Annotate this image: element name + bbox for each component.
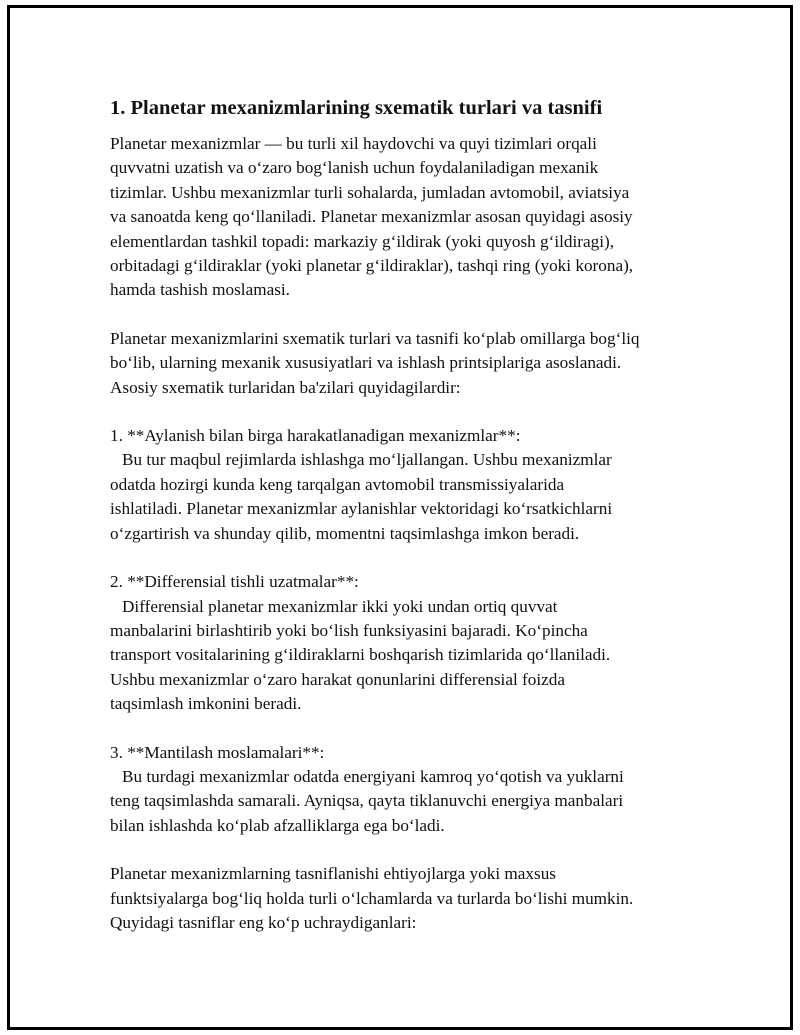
paragraph-line: orbitadagi g‘ildiraklar (yoki planetar g‘ildiraklar), tashqi ring (yoki korona), xyxy=(110,256,634,276)
paragraph-line: elementlardan tashkil topadi: markaziy g‘ildirak (yoki quyosh g‘ildiragi), xyxy=(110,231,615,251)
paragraph-line: tizimlar. Ushbu mexanizmlar turli sohalarda, jumladan avtomobil, aviatsiya xyxy=(110,182,630,202)
paragraph-line: Ushbu mexanizmlar o‘zaro harakat qonunlarini differensial foizda xyxy=(110,669,565,689)
paragraph-line: transport vositalarining g‘ildiraklarni boshqarish tizimlarida qo‘llaniladi. xyxy=(110,645,611,665)
document-body xyxy=(110,94,710,959)
paragraph xyxy=(110,741,710,839)
page-title: 1. Planetar mexanizmlarining sxematik turlari va tasnifi xyxy=(110,97,603,119)
paragraph-line: Bu turdagi mexanizmlar odatda energiyani kamroq yo‘qotish va yuklarni xyxy=(122,766,624,786)
paragraph-line: quvvatni uzatish va o‘zaro bog‘lanish uchun foydalaniladigan mexanik xyxy=(110,158,599,178)
paragraph-line: Differensial planetar mexanizmlar ikki yoki undan ortiq quvvat xyxy=(122,596,558,616)
paragraph-line: bilan ishlashda ko‘plab afzalliklarga ega bo‘ladi. xyxy=(110,815,445,835)
paragraph-line: Planetar mexanizmlarini sxematik turlari va tasnifi ko‘plab omillarga bog‘liq xyxy=(110,328,640,348)
paragraph xyxy=(110,424,710,546)
paragraph-line: 1. **Aylanish bilan birga harakatlanadigan mexanizmlar**: xyxy=(110,426,521,446)
paragraph-line: o‘zgartirish va shunday qilib, momentni taqsimlashga imkon beradi. xyxy=(110,523,580,543)
paragraph-line: odatda hozirgi kunda keng tarqalgan avtomobil transmissiyalarida xyxy=(110,474,565,494)
paragraph-line: Asosiy sxematik turlaridan ba'zilari quyidagilardir: xyxy=(110,377,461,397)
paragraph xyxy=(110,570,710,716)
paragraph-line: manbalarini birlashtirib yoki bo‘lish funksiyasini bajaradi. Ko‘pincha xyxy=(110,620,588,640)
paragraph-line: Planetar mexanizmlarning tasniflanishi ehtiyojlarga yoki maxsus xyxy=(110,864,556,884)
paragraph xyxy=(110,327,710,400)
paragraph-line: Quyidagi tasniflar eng ko‘p uchraydiganlari: xyxy=(110,912,417,932)
paragraph-list xyxy=(110,132,710,935)
paragraph-line: Bu tur maqbul rejimlarda ishlashga mo‘ljallangan. Ushbu mexanizmlar xyxy=(122,450,612,470)
paragraph-line: 3. **Mantilash moslamalari**: xyxy=(110,742,325,762)
paragraph-line: va sanoatda keng qo‘llaniladi. Planetar mexanizmlar asosan quyidagi asosiy xyxy=(110,207,633,227)
paragraph-line: bo‘lib, ularning mexanik xususiyatlari va ishlash printsiplariga asoslanadi. xyxy=(110,353,622,373)
paragraph-line: funktsiyalarga bog‘liq holda turli o‘lchamlarda va turlarda bo‘lishi mumkin. xyxy=(110,888,634,908)
paragraph-line: teng taqsimlashda samarali. Ayniqsa, qayta tiklanuvchi energiya manbalari xyxy=(110,791,624,811)
paragraph-line: Planetar mexanizmlar — bu turli xil haydovchi va quyi tizimlari orqali xyxy=(110,134,597,153)
paragraph-line: hamda tashish moslamasi. xyxy=(110,280,290,300)
paragraph-line: taqsimlash imkonini beradi. xyxy=(110,694,302,714)
paragraph-line: 2. **Differensial tishli uzatmalar**: xyxy=(110,572,359,592)
paragraph xyxy=(110,132,710,303)
paragraph-line: ishlatiladi. Planetar mexanizmlar aylanishlar vektoridagi ko‘rsatkichlarni xyxy=(110,499,613,519)
paragraph xyxy=(110,862,710,935)
